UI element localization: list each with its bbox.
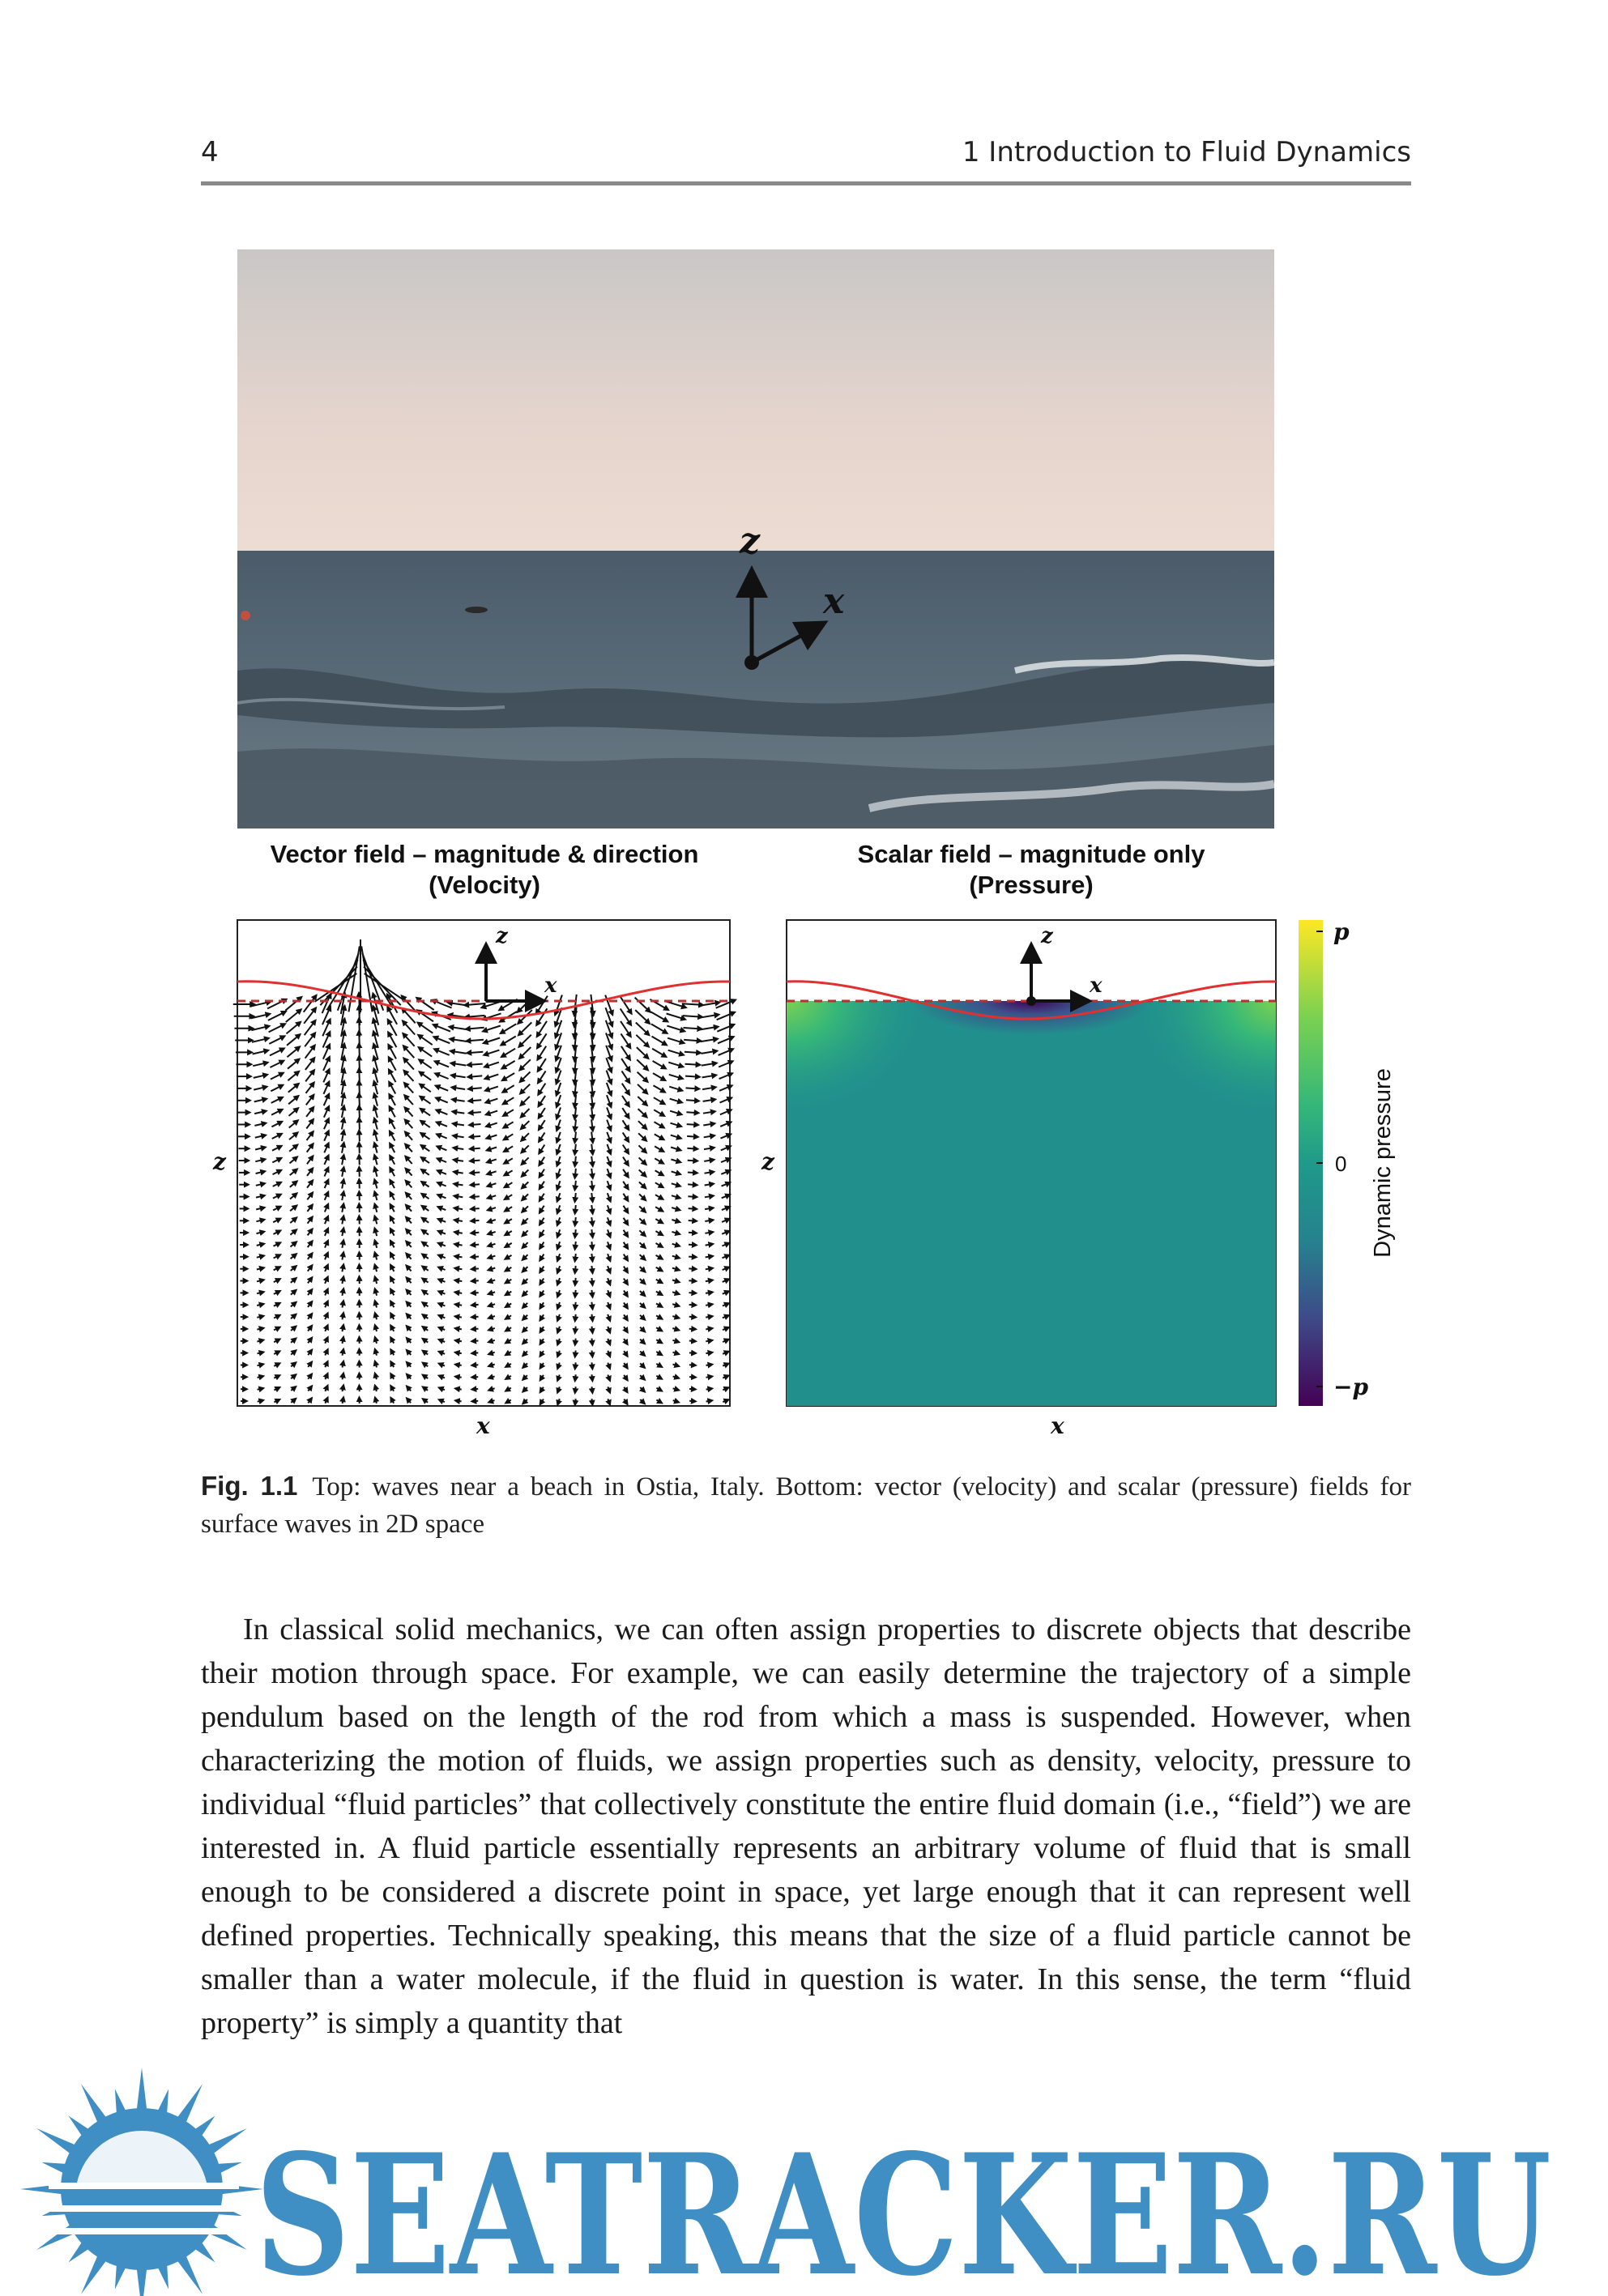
watermark-text: SEATRACKER.RU [255, 2119, 1551, 2296]
velocity-arrow [359, 1070, 360, 1083]
velocity-arrow [685, 1076, 698, 1077]
photo-x-label: x [823, 581, 845, 622]
velocity-arrow [472, 1257, 479, 1258]
body-paragraph: In classical solid mechanics, we can often assign properties to discrete objects that describe their motion through space. For example, we can easily determine the trajectory of a simple pendulum based on the length of the rod from which a mass is suspended. However, when characterizing the motion of fluids, we assign properties such as density, velocity, pressure to individual “fluid particles” that collectively constitute the entire fluid domain (i.e., “field”) we are interested in. A fluid particle essentially represents an arbitrary volume of fluid that is small enough to be considered a discrete point in space, yet large enough that it can represent well defined properties. Technically speaking, this means that the size of a fluid particle cannot be smaller than a water molecule, if the fluid in question is water. In this sense, the term “fluid property” is simply a quantity that [201, 1612, 1411, 2040]
velocity-arrow [473, 1341, 478, 1342]
velocity-arrow [473, 1280, 479, 1281]
velocity-arrow [591, 1217, 592, 1224]
velocity-arrow [592, 1399, 593, 1404]
velocity-arrow [456, 1317, 462, 1318]
velocity-arrow [456, 1220, 463, 1221]
velocity-arrow [592, 1339, 593, 1344]
velocity-arrow [685, 1064, 699, 1065]
velocity-arrow [456, 1244, 463, 1245]
velocity-arrow [575, 1254, 576, 1260]
velocity-arrow [592, 1387, 593, 1391]
velocity-arrow [457, 1352, 462, 1353]
velocity-arrow [591, 1144, 592, 1153]
sun-ray [136, 2266, 147, 2296]
colorbar-label-bottom: −p [1333, 1374, 1369, 1400]
velocity-arrow [359, 1095, 360, 1106]
velocity-arrow [689, 1257, 695, 1258]
velocity-arrow [685, 1052, 699, 1053]
velocity-arrow [473, 1317, 479, 1318]
velocity-arrow [575, 1193, 576, 1200]
velocity-arrow [592, 1351, 593, 1356]
velocity-arrow [591, 1193, 592, 1200]
sky [237, 249, 1274, 551]
velocity-arrow [468, 1052, 483, 1053]
swimmer-1 [241, 611, 250, 620]
velocity-arrow [575, 1314, 576, 1320]
velocity-arrow [591, 1169, 592, 1177]
sun-logo [20, 2068, 263, 2296]
velocity-arrow [359, 1131, 360, 1141]
velocity-arrow [706, 1401, 711, 1402]
velocity-arrow [472, 1208, 480, 1209]
scalar-ylabel: z [761, 1148, 774, 1175]
velocity-arrow [575, 1119, 576, 1129]
scalar-field-panel [761, 920, 1276, 1439]
velocity-arrow [591, 1254, 592, 1260]
velocity-arrow [575, 1399, 576, 1404]
scalar-inner-x: x [1090, 973, 1103, 998]
beach-photo-svg [237, 249, 1274, 829]
velocity-arrow [591, 1229, 592, 1236]
velocity-arrow [471, 1184, 480, 1185]
velocity-arrow [706, 1244, 712, 1245]
velocity-arrow [575, 1144, 576, 1153]
velocity-arrow [706, 1305, 711, 1306]
velocity-arrow [575, 1266, 576, 1272]
velocity-arrow [706, 1317, 711, 1318]
velocity-arrow [471, 1136, 480, 1137]
watermark [0, 2061, 1608, 2296]
velocity-arrow [688, 1196, 695, 1197]
velocity-arrow [706, 1280, 711, 1281]
velocity-arrow [687, 1124, 697, 1125]
swimmer-2 [465, 607, 488, 613]
velocity-arrow [706, 1268, 711, 1269]
velocity-arrow [688, 1173, 696, 1174]
velocity-arrow [591, 1266, 592, 1272]
figure-caption [201, 1467, 1411, 1543]
velocity-arrow [258, 1400, 262, 1401]
velocity-arrow [592, 1362, 593, 1367]
vector-panel-frame [237, 920, 730, 1406]
velocity-arrow [575, 1327, 576, 1331]
velocity-arrow [689, 1280, 694, 1281]
velocity-arrow [689, 1317, 695, 1318]
velocity-arrow [456, 1256, 463, 1257]
vector-field-panel [212, 920, 734, 1439]
photo-origin [744, 655, 759, 670]
velocity-arrow [575, 1278, 576, 1284]
velocity-arrow [575, 1157, 576, 1165]
velocity-arrow [706, 1352, 710, 1353]
velocity-arrow [592, 1374, 593, 1379]
velocity-arrow [591, 1302, 592, 1308]
vector-xlabel: x [476, 1412, 490, 1439]
velocity-arrow [457, 1328, 462, 1329]
velocity-arrow [592, 1314, 593, 1320]
velocity-arrow [575, 1339, 576, 1344]
velocity-arrow [359, 1083, 360, 1095]
field-figure [0, 891, 1608, 1458]
velocity-arrow [706, 1256, 712, 1257]
scalar-crest-left [787, 1001, 949, 1131]
vector-ylabel: z [213, 1148, 226, 1175]
velocity-arrow [591, 1242, 592, 1248]
velocity-arrow [592, 1327, 593, 1331]
velocity-arrow [342, 1266, 343, 1272]
velocity-arrow [455, 1208, 463, 1209]
velocity-arrow [684, 1040, 700, 1041]
beach-photo [237, 249, 1274, 829]
velocity-arrow [472, 1196, 480, 1197]
colorbar [1299, 918, 1396, 1406]
scalar-crest-right [1114, 1001, 1276, 1131]
velocity-arrow [472, 1245, 479, 1246]
velocity-arrow [591, 1205, 592, 1212]
velocity-arrow [473, 1305, 479, 1306]
velocity-arrow [473, 1329, 479, 1330]
velocity-arrow [471, 1112, 481, 1113]
velocity-arrow [469, 1064, 483, 1065]
colorbar-label-mid: 0 [1335, 1152, 1347, 1176]
photo-z-label: z [740, 521, 760, 562]
velocity-arrow [471, 1124, 481, 1125]
scalar-field-title-line2: (Pressure) [969, 871, 1094, 899]
page-number: 4 [201, 136, 219, 168]
vector-inner-z: z [496, 924, 508, 948]
velocity-arrow [457, 1389, 462, 1390]
velocity-arrow [689, 1208, 696, 1209]
scalar-inner-z: z [1041, 924, 1053, 948]
velocity-arrow [457, 1377, 462, 1378]
velocity-arrow [257, 1328, 262, 1329]
colorbar-title: Dynamic pressure [1370, 1068, 1396, 1258]
velocity-arrow [575, 1290, 576, 1296]
velocity-arrow [359, 1058, 360, 1071]
running-header [201, 136, 1411, 175]
velocity-arrow [342, 1242, 343, 1248]
figure-caption-text: Top: waves near a beach in Ostia, Italy. Bottom: vector (velocity) and scalar (pressure) fields for surface waves in 2D space [201, 1472, 1411, 1539]
velocity-arrow [575, 1132, 576, 1142]
velocity-arrow [342, 1278, 343, 1284]
velocity-arrow [471, 1148, 480, 1149]
figure-label: Fig. 1.1 [201, 1471, 298, 1501]
sun-ray [136, 2068, 147, 2112]
velocity-arrow [705, 1220, 711, 1221]
velocity-arrow [575, 1387, 576, 1391]
velocity-arrow [684, 1028, 701, 1029]
velocity-arrow [342, 1254, 343, 1260]
velocity-arrow [689, 1341, 694, 1342]
velocity-arrow [686, 1112, 697, 1113]
velocity-arrow [591, 1290, 592, 1296]
velocity-arrow [472, 1220, 480, 1221]
velocity-arrow [455, 1184, 463, 1185]
chapter-title: 1 Introduction to Fluid Dynamics [962, 136, 1411, 168]
velocity-arrow [575, 1362, 576, 1367]
velocity-arrow [575, 1217, 576, 1225]
velocity-arrow [473, 1352, 478, 1353]
velocity-arrow [686, 1100, 697, 1101]
velocity-arrow [258, 1377, 262, 1378]
scalar-origin [1026, 996, 1036, 1006]
velocity-arrow [688, 1184, 696, 1185]
scalar-xlabel: x [1051, 1412, 1064, 1439]
velocity-arrow [689, 1245, 695, 1246]
header-rule [201, 181, 1411, 185]
vector-inner-x: x [544, 973, 557, 998]
velocity-arrow [456, 1305, 462, 1306]
velocity-arrow [575, 1242, 576, 1248]
velocity-arrow [258, 1352, 262, 1353]
scalar-field-title-line1: Scalar field – magnitude only [857, 840, 1205, 868]
velocity-arrow [457, 1401, 462, 1402]
velocity-arrow [575, 1169, 576, 1177]
colorbar-label-top: p [1333, 918, 1350, 945]
vector-field-title-line2: (Velocity) [429, 871, 540, 899]
velocity-arrow [575, 1302, 576, 1308]
velocity-arrow [473, 1268, 479, 1269]
velocity-arrow [689, 1220, 696, 1221]
velocity-arrow [575, 1351, 576, 1356]
velocity-arrow [591, 1181, 592, 1189]
velocity-arrow [706, 1328, 710, 1329]
velocity-arrow [473, 1389, 478, 1390]
velocity-arrow [359, 1119, 360, 1130]
velocity-arrow [689, 1268, 694, 1269]
velocity-arrow [258, 1389, 262, 1390]
velocity-arrow [575, 1229, 576, 1236]
velocity-arrow [706, 1340, 710, 1341]
vector-field-title-line1: Vector field – magnitude & direction [270, 840, 699, 868]
velocity-arrow [706, 1389, 711, 1390]
velocity-arrow [706, 1377, 711, 1378]
velocity-arrow [575, 1205, 576, 1212]
velocity-arrow [575, 1181, 576, 1189]
velocity-arrow [591, 1278, 592, 1284]
velocity-arrow [470, 1100, 481, 1101]
velocity-arrow [359, 1107, 360, 1118]
velocity-arrow [705, 1208, 712, 1209]
velocity-arrow [342, 1290, 343, 1296]
velocity-arrow [457, 1340, 462, 1341]
velocity-arrow [456, 1268, 462, 1269]
velocity-arrow [591, 1157, 592, 1165]
velocity-arrow [455, 1196, 463, 1197]
velocity-arrow [471, 1173, 480, 1174]
velocity-arrow [575, 1374, 576, 1379]
velocity-arrow [687, 1148, 696, 1149]
velocity-arrow [456, 1280, 462, 1281]
velocity-arrow [687, 1136, 697, 1137]
